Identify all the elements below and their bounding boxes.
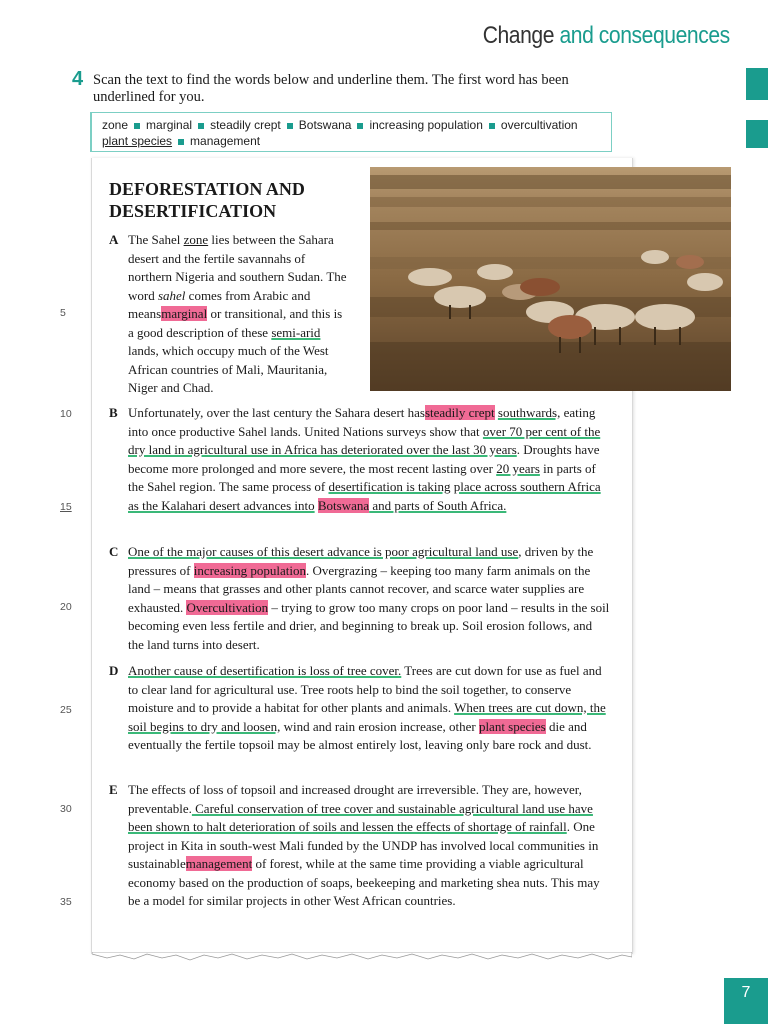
paragraph-letter: E	[109, 782, 118, 797]
paragraph-d	[109, 662, 610, 755]
text: or transitional, and this is a good description of these	[128, 306, 343, 340]
paragraph-a	[109, 231, 350, 398]
line-number: 15	[60, 501, 72, 513]
word-plant-species: plant species	[102, 134, 173, 148]
text: . Overgrazing – keeping too many farm animals on the land – means that grasses and other plants cannot recover, and scarce water supplies are exhausted.	[128, 562, 591, 615]
text: . Droughts have become more prolonged and more severe, the most recent lasting over	[128, 442, 600, 476]
italic-word-sahel: sahel	[157, 287, 186, 303]
text: lands, which occupy much of the West African countries of Mali, Mauritania, Niger and Chad.	[128, 343, 329, 395]
torn-edge	[92, 952, 632, 962]
word-increasing-population: increasing population	[369, 118, 483, 132]
word-zone: zone	[102, 118, 129, 132]
text: , driven by the pressures of	[128, 544, 594, 578]
line-number: 10	[60, 408, 72, 420]
page-number: 7	[724, 978, 768, 1024]
word-marginal: marginal	[146, 118, 193, 132]
underline-text: When trees are cut down, the soil begins to dry and loosen,	[128, 700, 606, 734]
text: in parts of the Sahel region. The same process of	[128, 460, 596, 494]
word-steadily-crept: steadily crept	[210, 118, 281, 132]
paragraph-letter: B	[109, 405, 118, 420]
bullet-square-icon	[489, 123, 495, 129]
task-number: 4	[72, 68, 84, 90]
word-box	[90, 112, 612, 152]
underlined-word-zone: zone	[183, 232, 209, 247]
highlight-steadily-crept: steadily crept	[424, 405, 495, 420]
highlight-plant-species: plant species	[478, 718, 546, 734]
text: of forest, while at the same time providing a viable agricultural economy based on the production of soaps, beekeeping and marketing shea nuts. This may be a model for similar projects in other West African countries.	[128, 856, 600, 908]
unit-title	[483, 22, 730, 50]
line-number: 25	[60, 704, 72, 716]
bullet-square-icon	[178, 139, 184, 145]
unit-title-part2: and consequences	[554, 22, 730, 49]
text: Trees are cut down for use as fuel and to clear land for agricultural use. Tree roots help to bind the soil together, to conserve moisture and to provide a habitat for other plants and animals.	[128, 663, 602, 715]
paragraph-letter: C	[109, 544, 119, 559]
bullet-square-icon	[134, 123, 140, 129]
underline-text: southwards,	[497, 405, 561, 420]
text: . One project in Kita in south-west Mali funded by the UNDP has involved local communities in sustainable	[128, 819, 599, 871]
side-tab-top	[746, 68, 768, 100]
text: die and eventually the fertile topsoil may be almost entirely lost, leaving only bare rock and dust.	[128, 718, 592, 752]
highlight-management: management	[185, 856, 253, 871]
cattle-photo	[370, 167, 731, 391]
text: eating into once productive Sahel lands. United Nations surveys show that	[128, 405, 596, 439]
underline-text: One of the major causes of this desert advance is poor agricultural land use	[128, 544, 519, 559]
highlight-increasing-population: increasing population	[193, 562, 306, 578]
underline-semi-arid: semi-arid	[271, 324, 321, 340]
line-number: 20	[60, 601, 72, 613]
underline-text: 20 years	[496, 460, 540, 476]
word-management: management	[190, 134, 261, 148]
paragraph-letter: A	[109, 232, 119, 247]
text: The effects of loss of topsoil and increased drought are irreversible. They are, however, preventable.	[128, 782, 582, 816]
article-title: DEFORESTATION AND DESERTIFICATION	[109, 179, 305, 221]
text: wind and rain erosion increase, other	[280, 718, 479, 734]
bullet-square-icon	[198, 123, 204, 129]
paragraph-c	[109, 543, 610, 654]
paragraph-e	[109, 781, 610, 911]
underline-text: desertification is taking place across southern Africa as the Kalahari desert advances into	[128, 479, 601, 513]
side-tab-bottom	[746, 120, 768, 148]
highlight-overcultivation: Overcultivation	[186, 599, 269, 615]
unit-title-part1: Change	[482, 22, 555, 49]
underline-text: Careful conservation of tree cover and sustainable agricultural land use have been shown to halt deterioration of soils and lessen the effects of shortage of rainfall	[128, 800, 593, 834]
task-instruction: Scan the text to find the words below and underline them. The first word has been underlined for you.	[93, 72, 569, 105]
paragraph-b	[109, 404, 610, 515]
bullet-square-icon	[287, 123, 293, 129]
word-overcultivation: overcultivation	[500, 118, 578, 132]
underline-text: Another cause of desertification is loss of tree cover.	[128, 663, 402, 678]
text: – trying to grow too many crops on poor land – results in the soil becoming even less fertile and drier, and beginning to break up. Soil erosion follows, and the land turns into desert.	[128, 599, 610, 652]
underline-text: over 70 per cent of the dry land in agricultural use in Africa has deteriorated over the last 30 years	[128, 423, 601, 457]
text: lies between the Sahara desert and the fertile savannahs of northern Nigeria and southern Sudan. The word	[128, 232, 347, 303]
underline-text: and parts of South Africa.	[369, 497, 507, 513]
word-botswana: Botswana	[298, 118, 352, 132]
highlight-marginal: marginal	[161, 306, 208, 321]
highlight-botswana: Botswana	[317, 497, 370, 513]
text: The Sahel	[128, 232, 184, 247]
text: comes from Arabic and means	[128, 287, 311, 321]
line-number: 35	[60, 896, 72, 908]
line-number: 5	[60, 307, 66, 319]
line-number: 30	[60, 803, 72, 815]
text: Unfortunately, over the last century the Sahara desert has	[128, 405, 425, 420]
paragraph-letter: D	[109, 663, 119, 678]
bullet-square-icon	[357, 123, 363, 129]
